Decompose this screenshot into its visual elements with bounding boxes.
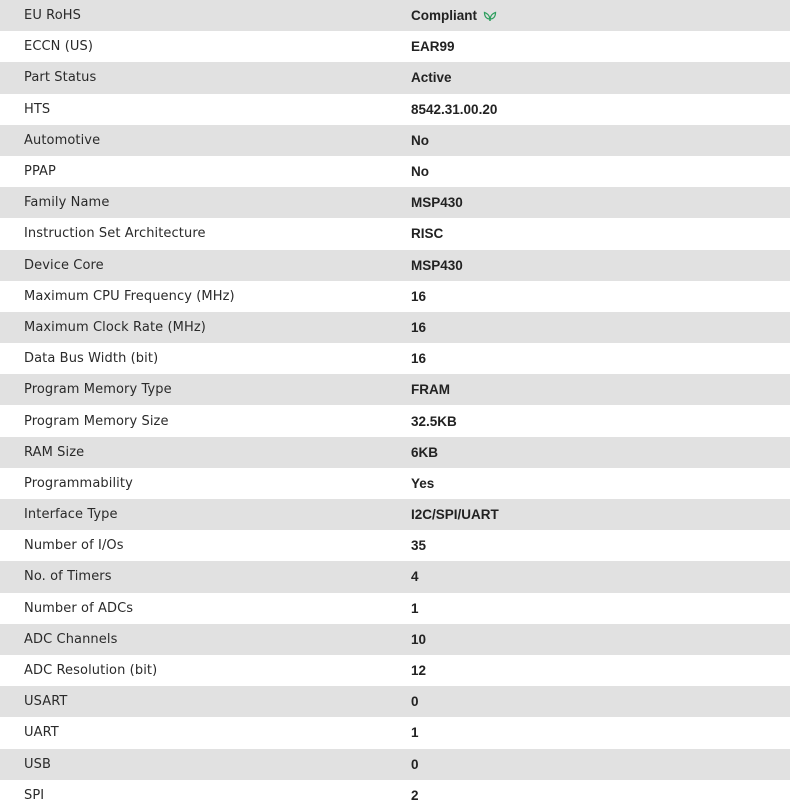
spec-row	[0, 343, 790, 374]
spec-value: 1	[411, 600, 419, 616]
spec-value-cell	[411, 717, 790, 748]
spec-value: MSP430	[411, 195, 463, 211]
spec-value: 12	[411, 663, 427, 679]
spec-label: UART	[24, 725, 59, 741]
spec-label: Program Memory Size	[24, 413, 169, 429]
spec-value-cell	[411, 437, 790, 468]
spec-value: 10	[411, 631, 427, 647]
spec-row	[0, 156, 790, 187]
spec-label: ECCN (US)	[24, 39, 94, 55]
spec-label: ADC Resolution (bit)	[24, 663, 158, 679]
spec-label: RAM Size	[24, 444, 85, 460]
spec-row	[0, 250, 790, 281]
spec-label: Part Status	[24, 70, 97, 86]
spec-value-cell	[411, 468, 790, 499]
spec-value: EAR99	[411, 39, 455, 55]
spec-value: No	[411, 132, 429, 148]
spec-value-cell	[411, 405, 790, 436]
spec-label: Interface Type	[24, 507, 118, 523]
spec-label: HTS	[24, 101, 51, 117]
spec-value: Active	[411, 70, 452, 86]
spec-row	[0, 593, 790, 624]
spec-value-cell	[411, 499, 790, 530]
spec-label: Number of ADCs	[24, 600, 134, 616]
spec-value-cell	[411, 780, 790, 811]
spec-label: PPAP	[24, 164, 56, 180]
spec-value-cell	[411, 62, 790, 93]
spec-value-cell	[411, 250, 790, 281]
spec-label: Maximum CPU Frequency (MHz)	[24, 288, 235, 304]
spec-row	[0, 405, 790, 436]
spec-value-cell	[411, 281, 790, 312]
spec-value-cell	[411, 0, 790, 31]
spec-label: USART	[24, 694, 68, 710]
spec-value: MSP430	[411, 257, 463, 273]
spec-row	[0, 0, 790, 31]
spec-value: I2C/SPI/UART	[411, 507, 499, 523]
spec-row	[0, 561, 790, 592]
spec-value: 8542.31.00.20	[411, 101, 498, 117]
spec-row	[0, 749, 790, 780]
spec-value: RISC	[411, 226, 444, 242]
spec-label: Data Bus Width (bit)	[24, 351, 159, 367]
spec-label: Device Core	[24, 257, 104, 273]
spec-row	[0, 125, 790, 156]
spec-value-cell	[411, 156, 790, 187]
spec-row	[0, 655, 790, 686]
spec-row	[0, 94, 790, 125]
spec-value: 16	[411, 288, 427, 304]
spec-row	[0, 780, 790, 811]
spec-row	[0, 31, 790, 62]
spec-value: 32.5KB	[411, 413, 457, 429]
spec-label: Maximum Clock Rate (MHz)	[24, 319, 206, 335]
spec-value: FRAM	[411, 382, 450, 398]
spec-value: 16	[411, 319, 427, 335]
spec-value: 6KB	[411, 444, 439, 460]
spec-value: 1	[411, 725, 419, 741]
spec-value-cell	[411, 374, 790, 405]
spec-row	[0, 187, 790, 218]
spec-row	[0, 374, 790, 405]
spec-label: USB	[24, 756, 51, 772]
spec-row	[0, 624, 790, 655]
spec-row	[0, 530, 790, 561]
spec-value: 4	[411, 569, 419, 585]
spec-label: No. of Timers	[24, 569, 112, 585]
spec-value: Compliant	[411, 8, 477, 24]
spec-row	[0, 468, 790, 499]
spec-value: 35	[411, 538, 427, 554]
spec-label: Family Name	[24, 195, 110, 211]
spec-label: Instruction Set Architecture	[24, 226, 206, 242]
spec-value: 0	[411, 694, 419, 710]
spec-label: Number of I/Os	[24, 538, 124, 554]
spec-value-cell	[411, 530, 790, 561]
spec-label: Program Memory Type	[24, 382, 172, 398]
spec-label: SPI	[24, 787, 45, 803]
spec-value: 0	[411, 756, 419, 772]
spec-value-cell	[411, 94, 790, 125]
spec-value-cell	[411, 125, 790, 156]
spec-value-cell	[411, 593, 790, 624]
spec-row	[0, 717, 790, 748]
spec-row	[0, 437, 790, 468]
spec-value-cell	[411, 218, 790, 249]
spec-value: No	[411, 164, 429, 180]
spec-row	[0, 686, 790, 717]
spec-label: Automotive	[24, 132, 101, 148]
spec-row	[0, 218, 790, 249]
spec-value-cell	[411, 655, 790, 686]
spec-value: 16	[411, 351, 427, 367]
spec-label: Programmability	[24, 475, 133, 491]
spec-label: EU RoHS	[24, 8, 81, 24]
spec-value: 2	[411, 787, 419, 803]
spec-value-cell	[411, 312, 790, 343]
spec-value-cell	[411, 187, 790, 218]
spec-row	[0, 312, 790, 343]
spec-value: Yes	[411, 475, 435, 491]
spec-row	[0, 62, 790, 93]
leaf-icon	[483, 10, 497, 22]
spec-value-cell	[411, 31, 790, 62]
spec-value-cell	[411, 749, 790, 780]
spec-value-cell	[411, 343, 790, 374]
spec-value-cell	[411, 624, 790, 655]
spec-label: ADC Channels	[24, 631, 118, 647]
spec-row	[0, 281, 790, 312]
spec-value-cell	[411, 686, 790, 717]
spec-row	[0, 499, 790, 530]
spec-value-cell	[411, 561, 790, 592]
